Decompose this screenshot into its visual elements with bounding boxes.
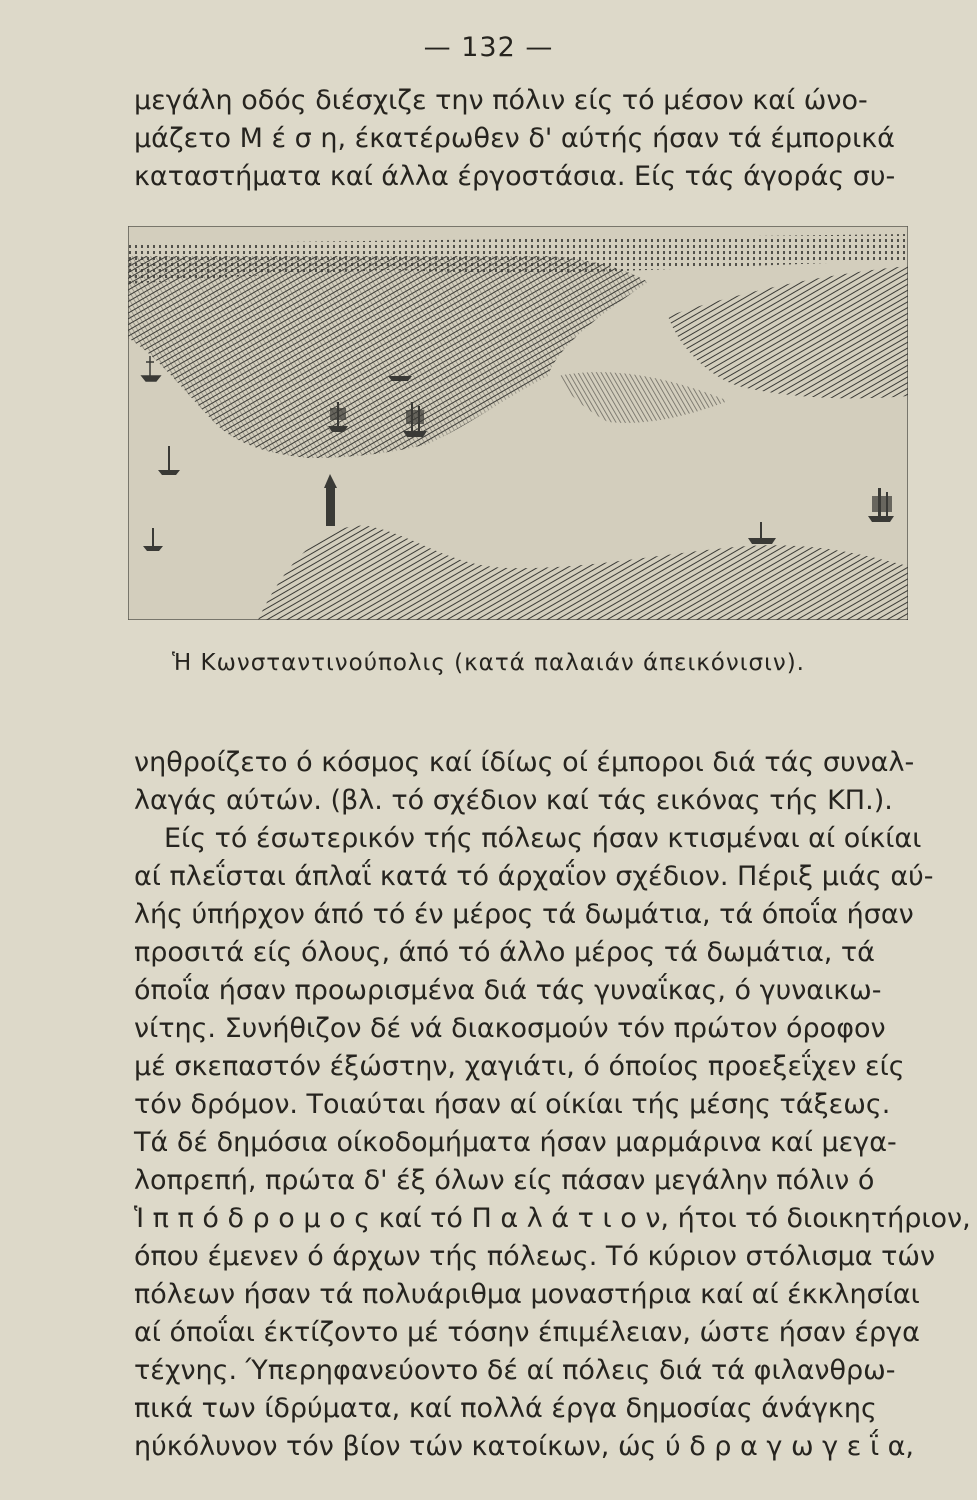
text-line: μεγάλη οδός διέσχιζε την πόλιν είς τό μέσον καί ώνο- — [134, 85, 868, 116]
text-line: νίτης. Συνήθιζον δέ νά διακοσμούν τόν πρώτον όροφον — [134, 1013, 886, 1044]
constantinople-engraving — [128, 226, 908, 620]
text-line: μάζετο Μ έ σ η, έκατέρωθεν δ' αύτής ήσαν τά έμπορικά — [134, 123, 895, 154]
text-line: Τά δέ δημόσια οίκοδομήματα ήσαν μαρμάρινα καί μεγα- — [134, 1127, 897, 1158]
text-line: αί πλεΐσται άπλαΐ κατά τό άρχαΐον σχέδιον. Πέριξ μιάς αύ- — [134, 861, 934, 892]
text-line: τέχνης. Ύπερηφανεύοντο δέ αί πόλεις διά τά φιλανθρω- — [134, 1355, 896, 1386]
text-line: καταστήματα καί άλλα έργοστάσια. Είς τάς άγοράς συ- — [134, 161, 896, 192]
text-line: μέ σκεπαστόν έξώστην, χαγιάτι, ό όποίος προεξεΐχεν είς — [134, 1051, 905, 1082]
text-line: πόλεων ήσαν τά πολυάριθμα μοναστήρια καί αί έκκλησίαι — [134, 1279, 920, 1310]
text-line: νηθροίζετο ό κόσμος καί ίδίως οί έμποροι διά τάς συναλ- — [134, 747, 915, 778]
text-line: προσιτά είς όλους, άπό τό άλλο μέρος τά δωμάτια, τά — [134, 937, 875, 968]
paragraph-top — [134, 82, 896, 196]
figure-caption: Ἡ Κωνσταντινούπολις (κατά παλαιάν άπεικόνισιν). — [172, 650, 805, 676]
text-line: τόν δρόμον. Τοιαύται ήσαν αί οίκίαι τής μέσης τάξεως. — [134, 1089, 891, 1120]
text-line: αί όποΐαι έκτίζοντο μέ τόσην έπιμέλειαν, ώστε ήσαν έργα — [134, 1317, 920, 1348]
text-line: ηύκόλυνον τόν βίον τών κατοίκων, ώς ύ δ ρ α γ ω γ ε ΐ α, — [134, 1431, 914, 1462]
engraving-illustration — [128, 226, 908, 620]
text-line: Είς τό έσωτερικόν τής πόλεως ήσαν κτισμέναι αί οίκίαι — [164, 823, 922, 854]
paragraph-main — [134, 744, 971, 1466]
text-line: όποΐα ήσαν προωρισμένα διά τάς γυναΐκας, ό γυναικω- — [134, 975, 882, 1006]
page-number: — 132 — — [423, 32, 554, 63]
text-line: λοπρεπή, πρώτα δ' έξ όλων είς πάσαν μεγάλην πόλιν ό — [134, 1165, 875, 1196]
text-line: πικά των ίδρύματα, καί πολλά έργα δημοσίας άνάγκης — [134, 1393, 877, 1424]
text-line: λής ύπήρχον άπό τό έν μέρος τά δωμάτια, τά όποΐα ήσαν — [134, 899, 914, 930]
text-line: λαγάς αύτών. (βλ. τό σχέδιον καί τάς εικόνας τής ΚΠ.). — [134, 785, 893, 816]
text-line: Ἱ π π ό δ ρ ο μ ο ς καί τό Π α λ ά τ ι ο ν, ήτοι τό διοικητήριον, — [134, 1203, 971, 1234]
text-line: όπου έμενεν ό άρχων τής πόλεως. Τό κύριον στόλισμα τών — [134, 1241, 936, 1272]
